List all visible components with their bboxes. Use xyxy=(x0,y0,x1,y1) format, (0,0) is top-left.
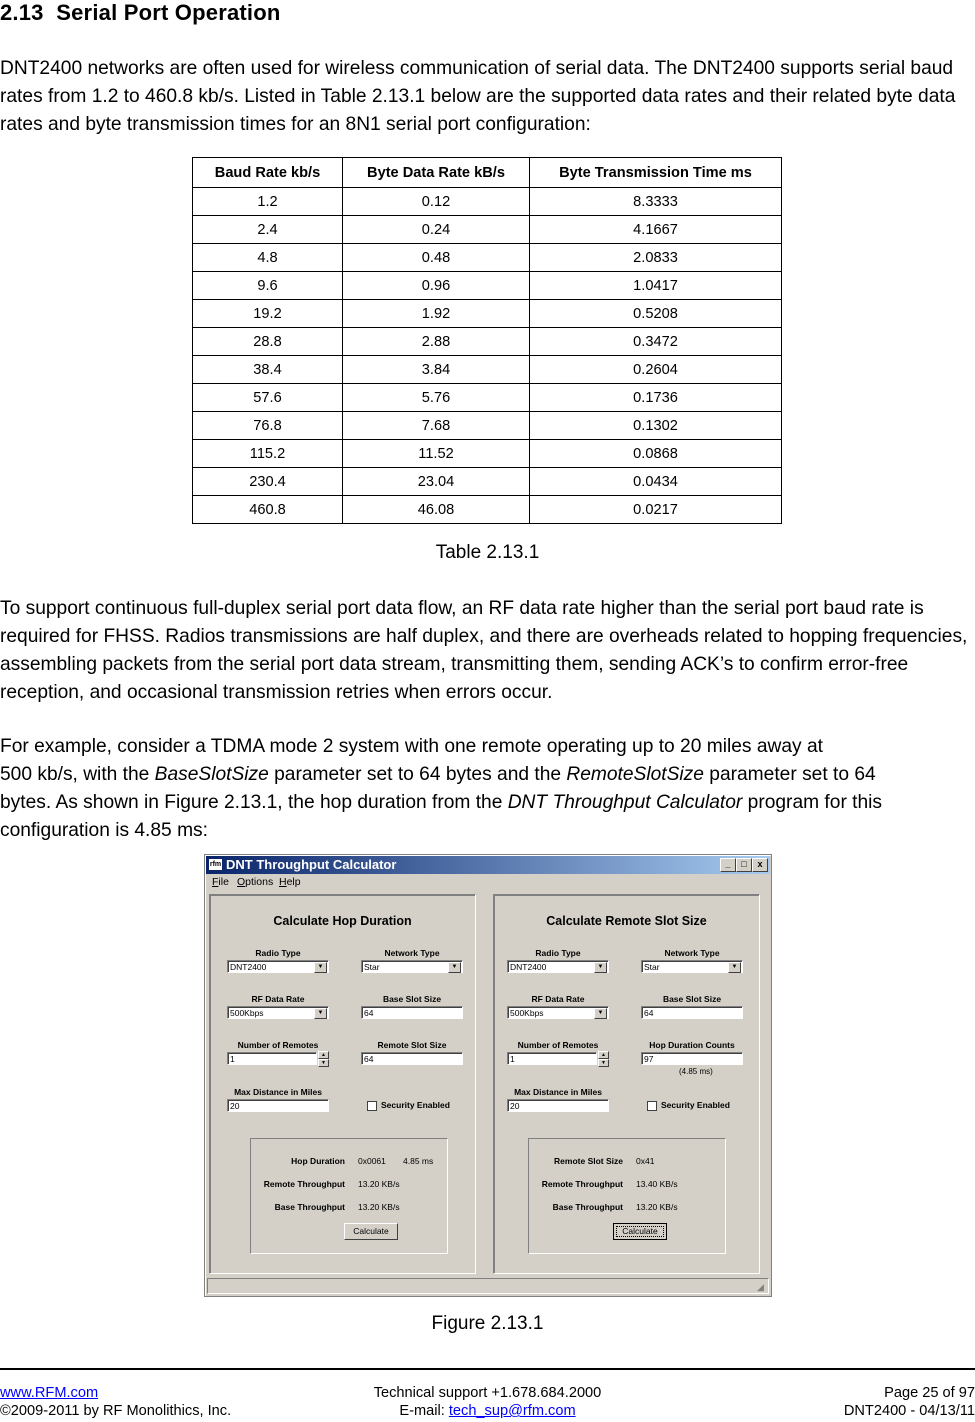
table-cell: 9.6 xyxy=(193,272,343,300)
table-cell: 0.5208 xyxy=(530,300,782,328)
network-type-label: Network Type xyxy=(384,948,440,958)
table-cell: 0.3472 xyxy=(530,328,782,356)
column-header: Byte Data Rate kB/s xyxy=(343,158,530,188)
support-phone: Technical support +1.678.684.2000 xyxy=(373,1385,602,1401)
number-of-remotes-label: Number of Remotes xyxy=(237,1040,319,1050)
table-cell: 11.52 xyxy=(343,440,530,468)
hop-duration-hex: 0x0061 xyxy=(358,1156,386,1166)
security-enabled-label: Security Enabled xyxy=(381,1100,450,1110)
number-of-remotes-input[interactable]: 1 xyxy=(227,1052,317,1065)
table-cell: 3.84 xyxy=(343,356,530,384)
number-of-remotes-label: Number of Remotes xyxy=(517,1040,599,1050)
dropdown-arrow-icon: ▼ xyxy=(314,1008,327,1019)
table-cell: 2.88 xyxy=(343,328,530,356)
table-row xyxy=(193,440,782,468)
table-cell: 2.4 xyxy=(193,216,343,244)
remote-slot-panel xyxy=(493,894,760,1274)
network-type-select[interactable]: Star ▼ xyxy=(361,960,463,973)
remote-slot-size-param: RemoteSlotSize xyxy=(566,764,704,785)
remote-slot-size-input[interactable]: 64 xyxy=(361,1052,463,1065)
example-paragraph: For example, consider a TDMA mode 2 system with one remote operating up to 20 miles away at 500 kb/s, with the BaseSlotSize parameter set to 64 bytes and the RemoteSlotSize parameter set to 64 bytes. As shown in Figure 2.13.1, the hop duration from the DNT Throughput Calculator program for this configuration is 4.85 ms: xyxy=(0,736,883,841)
table-cell: 23.04 xyxy=(343,468,530,496)
table-cell: 5.76 xyxy=(343,384,530,412)
remote-throughput-label: Remote Throughput xyxy=(263,1179,345,1189)
menu-help[interactable]: Help xyxy=(279,876,301,888)
resize-grip-icon[interactable]: ◢ xyxy=(757,1282,764,1292)
base-slot-size-param: BaseSlotSize xyxy=(154,764,269,785)
table-cell: 0.2604 xyxy=(530,356,782,384)
spin-up-icon: ▲ xyxy=(598,1051,609,1059)
email-link[interactable]: tech_sup@rfm.com xyxy=(448,1403,576,1419)
dropdown-arrow-icon: ▼ xyxy=(594,1008,607,1019)
table-cell: 28.8 xyxy=(193,328,343,356)
program-name: DNT Throughput Calculator xyxy=(507,792,743,813)
rf-data-rate-label: RF Data Rate xyxy=(251,994,305,1004)
table-row xyxy=(193,384,782,412)
remote-throughput-value: 13.20 KB/s xyxy=(358,1179,400,1189)
table-cell: 0.96 xyxy=(343,272,530,300)
table-cell: 19.2 xyxy=(193,300,343,328)
dropdown-arrow-icon: ▼ xyxy=(594,962,607,973)
close-button[interactable]: x xyxy=(752,858,768,872)
base-throughput-value: 13.20 KB/s xyxy=(358,1202,400,1212)
hop-duration-counts-label: Hop Duration Counts xyxy=(649,1040,735,1050)
base-slot-size-input[interactable]: 64 xyxy=(361,1006,463,1019)
table-cell: 460.8 xyxy=(193,496,343,524)
base-slot-size-input[interactable]: 64 xyxy=(641,1006,743,1019)
table-cell: 38.4 xyxy=(193,356,343,384)
remotes-spinner[interactable] xyxy=(318,1051,329,1065)
page-number: Page 25 of 97 xyxy=(884,1385,975,1401)
status-bar xyxy=(207,1278,769,1294)
rf-data-rate-select[interactable]: 500Kbps ▼ xyxy=(507,1006,609,1019)
column-header: Baud Rate kb/s xyxy=(193,158,343,188)
table-cell: 2.0833 xyxy=(530,244,782,272)
menu-options[interactable]: Options xyxy=(237,876,274,888)
table-cell: 1.92 xyxy=(343,300,530,328)
spin-down-icon: ▼ xyxy=(598,1059,609,1067)
radio-type-label: Radio Type xyxy=(535,948,581,958)
base-slot-size-label: Base Slot Size xyxy=(382,994,442,1004)
table-row xyxy=(193,300,782,328)
remote-slot-size-value: 0x41 xyxy=(636,1156,655,1166)
table-cell: 4.1667 xyxy=(530,216,782,244)
security-enabled-checkbox[interactable] xyxy=(647,1101,657,1111)
table-row xyxy=(193,496,782,524)
network-type-label: Network Type xyxy=(664,948,720,958)
section-number: 2.13 xyxy=(0,0,44,25)
remote-throughput-value: 13.40 KB/s xyxy=(636,1179,678,1189)
dropdown-arrow-icon: ▼ xyxy=(448,962,461,973)
baud-rate-table xyxy=(192,157,782,524)
rf-data-rate-select[interactable]: 500Kbps ▼ xyxy=(227,1006,329,1019)
calculate-slot-button[interactable]: Calculate xyxy=(613,1223,667,1240)
section-heading xyxy=(0,0,281,26)
table-cell: 57.6 xyxy=(193,384,343,412)
window-title: DNT Throughput Calculator xyxy=(226,857,397,872)
table-cell: 76.8 xyxy=(193,412,343,440)
table-cell: 0.0434 xyxy=(530,468,782,496)
remote-slot-size-label: Remote Slot Size xyxy=(554,1156,623,1166)
hop-duration-results xyxy=(250,1138,448,1254)
spin-up-icon: ▲ xyxy=(318,1051,329,1059)
network-type-select[interactable]: Star ▼ xyxy=(641,960,743,973)
security-enabled-checkbox[interactable] xyxy=(367,1101,377,1111)
column-header: Byte Transmission Time ms xyxy=(530,158,782,188)
table-cell: 115.2 xyxy=(193,440,343,468)
max-distance-label: Max Distance in Miles xyxy=(234,1087,322,1097)
remote-slot-results xyxy=(528,1138,726,1254)
hop-duration-panel xyxy=(209,894,476,1274)
radio-type-select[interactable]: DNT2400 ▼ xyxy=(227,960,329,973)
table-cell: 0.24 xyxy=(343,216,530,244)
table-cell: 1.0417 xyxy=(530,272,782,300)
footer-center xyxy=(330,1384,645,1420)
figure-caption: Figure 2.13.1 xyxy=(431,1313,544,1334)
remote-slot-size-label: Remote Slot Size xyxy=(377,1040,447,1050)
table-header-row xyxy=(193,158,782,188)
support-email: E-mail: tech_sup@rfm.com xyxy=(399,1403,576,1419)
table-cell: 0.1736 xyxy=(530,384,782,412)
max-distance-input[interactable]: 20 xyxy=(507,1099,609,1112)
table-cell: 4.8 xyxy=(193,244,343,272)
panel-title: Calculate Remote Slot Size xyxy=(546,914,707,928)
max-distance-input[interactable]: 20 xyxy=(227,1099,329,1112)
hop-duration-label: Hop Duration xyxy=(291,1156,345,1166)
table-cell: 0.0868 xyxy=(530,440,782,468)
app-icon: rfm xyxy=(209,861,222,868)
throughput-calculator-window xyxy=(204,854,772,1297)
base-throughput-label: Base Throughput xyxy=(274,1202,345,1212)
menu-file[interactable]: File xyxy=(212,876,229,888)
table-caption: Table 2.13.1 xyxy=(435,542,540,563)
calculate-hop-button[interactable]: Calculate xyxy=(344,1223,398,1240)
radio-type-select[interactable]: DNT2400 ▼ xyxy=(507,960,609,973)
table-row xyxy=(193,272,782,300)
table-row xyxy=(193,412,782,440)
table-row xyxy=(193,468,782,496)
panel-title: Calculate Hop Duration xyxy=(273,914,412,928)
remote-throughput-label: Remote Throughput xyxy=(541,1179,623,1189)
hop-duration-counts-note: (4.85 ms) xyxy=(679,1067,713,1076)
base-slot-size-label: Base Slot Size xyxy=(662,994,722,1004)
doc-version: DNT2400 - 04/13/11 xyxy=(843,1403,975,1419)
minimize-button[interactable]: _ xyxy=(720,858,736,872)
dropdown-arrow-icon: ▼ xyxy=(314,962,327,973)
security-enabled-label: Security Enabled xyxy=(661,1100,730,1110)
duplex-paragraph: To support continuous full-duplex serial port data flow, an RF data rate higher than the serial port baud rate is required for FHSS. Radios transmissions are half duplex, and there are overheads related to hopping frequencies, assembling packets from the serial port data stream, transmitting them, sending ACK’s to confirm error-free reception, and occasional transmission retries when errors occur. xyxy=(0,598,968,703)
spin-down-icon: ▼ xyxy=(318,1059,329,1067)
rf-data-rate-label: RF Data Rate xyxy=(531,994,585,1004)
number-of-remotes-input[interactable]: 1 xyxy=(507,1052,597,1065)
table-cell: 1.2 xyxy=(193,188,343,216)
remotes-spinner[interactable] xyxy=(598,1051,609,1065)
table-cell: 0.48 xyxy=(343,244,530,272)
table-row xyxy=(193,328,782,356)
table-row xyxy=(193,216,782,244)
section-title: Serial Port Operation xyxy=(56,0,281,25)
hop-duration-counts-input[interactable]: 97 xyxy=(641,1052,743,1065)
footer-left xyxy=(0,1384,231,1420)
base-throughput-label: Base Throughput xyxy=(552,1202,623,1212)
table-cell: 0.12 xyxy=(343,188,530,216)
radio-type-label: Radio Type xyxy=(255,948,301,958)
table-cell: 0.0217 xyxy=(530,496,782,524)
table-row xyxy=(193,356,782,384)
copyright-text: ©2009-2011 by RF Monolithics, Inc. xyxy=(0,1403,232,1419)
table-cell: 46.08 xyxy=(343,496,530,524)
table-row xyxy=(193,188,782,216)
base-throughput-value: 13.20 KB/s xyxy=(636,1202,678,1212)
table-cell: 7.68 xyxy=(343,412,530,440)
hop-duration-ms: 4.85 ms xyxy=(403,1156,434,1166)
maximize-button[interactable]: □ xyxy=(736,858,752,872)
footer-right xyxy=(844,1384,975,1420)
dropdown-arrow-icon: ▼ xyxy=(728,962,741,973)
table-cell: 230.4 xyxy=(193,468,343,496)
intro-paragraph: DNT2400 networks are often used for wireless communication of serial data. The DNT2400 supports serial baud rates from 1.2 to 460.8 kb/s. Listed in Table 2.13.1 below are the supported data rates and their related byte data rates and byte transmission times for an 8N1 serial port configuration: xyxy=(0,58,956,135)
table-cell: 0.1302 xyxy=(530,412,782,440)
max-distance-label: Max Distance in Miles xyxy=(514,1087,602,1097)
footer-rule xyxy=(0,1368,975,1370)
title-bar xyxy=(206,856,770,874)
table-row xyxy=(193,244,782,272)
table-cell: 8.3333 xyxy=(530,188,782,216)
website-link[interactable]: www.RFM.com xyxy=(0,1385,99,1401)
